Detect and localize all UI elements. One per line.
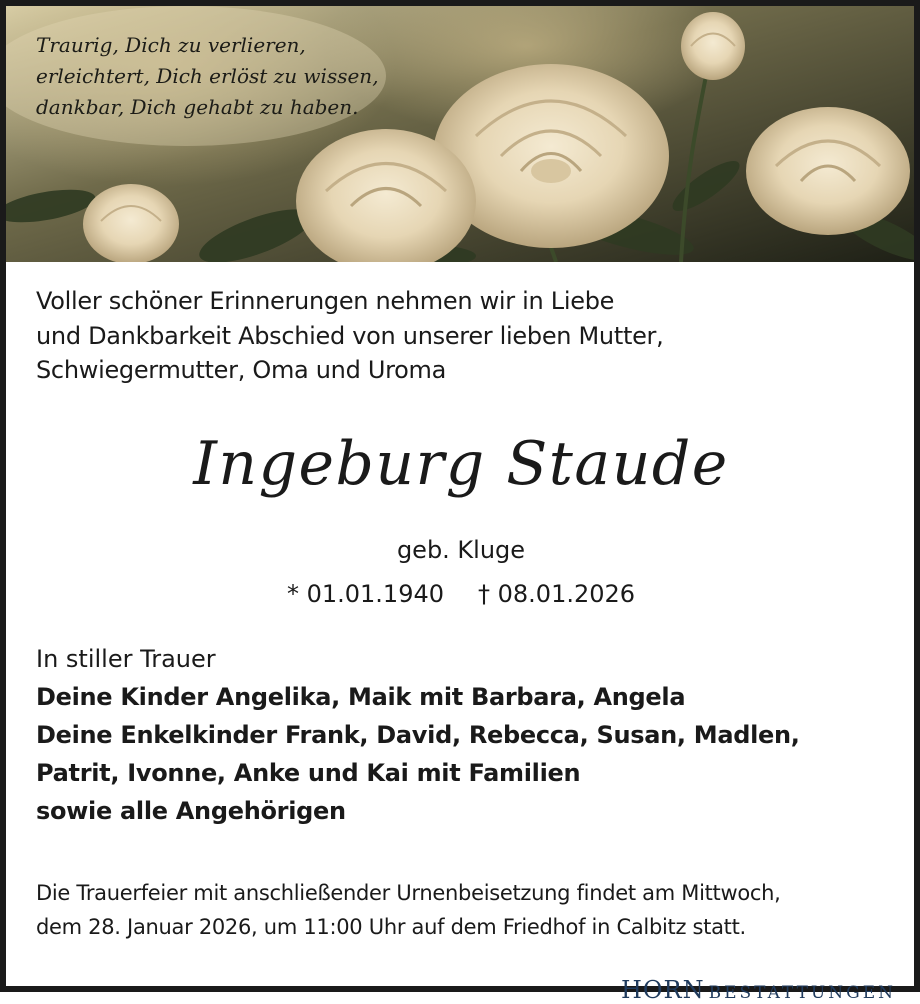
- intro-line: und Dankbarkeit Abschied von unserer lieben Mutter,: [36, 319, 886, 354]
- mourning-lead: In stiller Trauer: [36, 640, 886, 678]
- maiden-name: geb. Kluge: [36, 536, 886, 564]
- intro-line: Voller schöner Erinnerungen nehmen wir in Liebe: [36, 284, 886, 319]
- death-date: † 08.01.2026: [478, 580, 635, 608]
- roses-photo: [6, 6, 914, 262]
- mourners: [36, 640, 886, 830]
- quote: [36, 30, 379, 123]
- logo-subtitle: BESTATTUNGEN: [709, 983, 896, 1003]
- rose-bud: [681, 12, 745, 80]
- mourner-line: Patrit, Ivonne, Anke und Kai mit Familien: [36, 754, 886, 792]
- mourner-line: Deine Enkelkinder Frank, David, Rebecca, Susan, Madlen,: [36, 716, 886, 754]
- quote-line: dankbar, Dich gehabt zu haben.: [36, 92, 379, 123]
- quote-line: Traurig, Dich zu verlieren,: [36, 30, 379, 61]
- life-dates: [36, 580, 886, 608]
- intro-line: Schwiegermutter, Oma und Uroma: [36, 353, 886, 388]
- logo-brand: HORN: [621, 976, 705, 1004]
- funeral-notice: [36, 876, 886, 944]
- quote-line: erleichtert, Dich erlöst zu wissen,: [36, 61, 379, 92]
- mourner-line: sowie alle Angehörigen: [36, 792, 886, 830]
- notice-line: dem 28. Januar 2026, um 11:00 Uhr auf dem Friedhof in Calbitz statt.: [36, 910, 886, 944]
- intro-text: [36, 284, 886, 388]
- notice-line: Die Trauerfeier mit anschließender Urnenbeisetzung findet am Mittwoch,: [36, 876, 886, 910]
- obituary-body: [36, 284, 886, 388]
- deceased-name: Ingeburg Staude: [36, 428, 886, 500]
- mourner-line: Deine Kinder Angelika, Maik mit Barbara, Angela: [36, 678, 886, 716]
- rose-right: [746, 107, 910, 235]
- funeral-home-logo: [621, 976, 896, 1000]
- birth-date: * 01.01.1940: [287, 580, 444, 608]
- rose-small-left: [83, 184, 179, 262]
